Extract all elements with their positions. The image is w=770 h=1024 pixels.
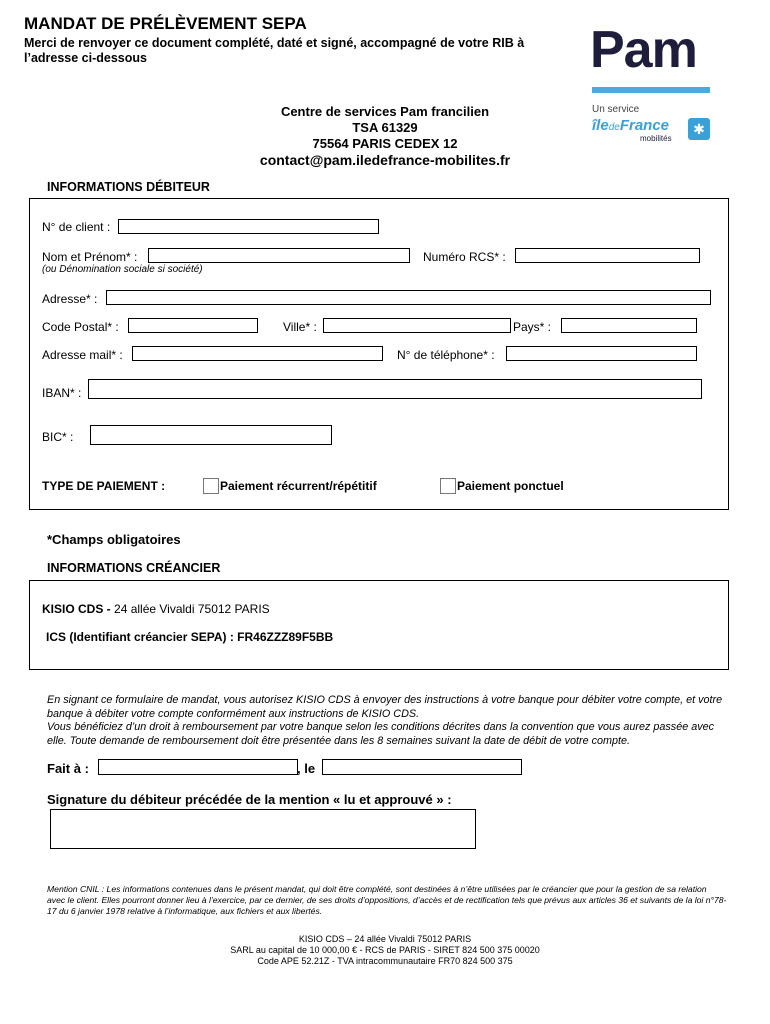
creditor-address: 24 allée Vivaldi 75012 PARIS bbox=[114, 602, 270, 616]
footer-line-3: Code APE 52.21Z - TVA intracommunautaire FR70 824 500 375 bbox=[257, 956, 513, 966]
name-label: Nom et Prénom* : bbox=[42, 250, 138, 264]
recurrent-checkbox[interactable] bbox=[203, 478, 219, 494]
pam-logo: Pam bbox=[590, 21, 697, 79]
cnil-notice: Mention CNIL : Les informations contenues dans le présent mandat, qui doit être complété, sont destinées à n’être utilisées par le créancier que pour la gestion de sa relation avec le client. Elles pourront donner lieu à l’exercice, par ce dernier, de ses droits d’oppositions, d’accès et de rectification tels que prévus aux articles 36 et suivants de la loi n°78-17 du 6 janvier 1978 relative à l’informatique, aux fichiers et aux libertés. bbox=[47, 884, 727, 916]
country-label: Pays* : bbox=[513, 320, 552, 334]
client-number-label: N° de client : bbox=[42, 220, 111, 234]
idf-logo-ile: île bbox=[592, 117, 609, 134]
company-footer bbox=[150, 934, 620, 967]
signature-label: Signature du débiteur précédée de la mention « lu et approuvé » : bbox=[47, 792, 452, 807]
footer-line-2: SARL au capital de 10 000,00 € - RCS de PARIS - SIRET 824 500 375 00020 bbox=[230, 945, 540, 955]
postal-code-label: Code Postal* : bbox=[42, 320, 119, 334]
address-line-3: 75564 PARIS CEDEX 12 bbox=[312, 136, 458, 151]
legal-paragraph-2: Vous bénéficiez d’un droit à remboursement par votre banque selon les conditions décrites dans la convention que vous aurez passée avec elle. Toute demande de remboursement doit être présentée dans les 8 semaines suivant la date de débit de votre compte. bbox=[47, 721, 715, 747]
address-label: Adresse* : bbox=[42, 292, 98, 306]
date-label: , le bbox=[297, 761, 316, 776]
legal-paragraph-1: En signant ce formulaire de mandat, vous autorisez KISIO CDS à envoyer des instructions à votre banque pour débiter votre compte, et votre banque à débiter votre compte conformément aux instructions de KISIO CDS. bbox=[47, 694, 723, 720]
name-input[interactable] bbox=[148, 248, 410, 263]
recurrent-label: Paiement récurrent/répétitif bbox=[220, 479, 377, 493]
signature-box[interactable] bbox=[50, 809, 476, 849]
address-email: contact@pam.iledefrance-mobilites.fr bbox=[259, 152, 511, 168]
email-input[interactable] bbox=[132, 346, 383, 361]
single-payment-checkbox[interactable] bbox=[440, 478, 456, 494]
idf-logo-mobilites: mobilités bbox=[640, 134, 672, 143]
creditor-ics: ICS (Identifiant créancier SEPA) : FR46ZZZ89F5BB bbox=[46, 630, 334, 644]
address-line-2: TSA 61329 bbox=[352, 120, 418, 135]
debtor-section-title: INFORMATIONS DÉBITEUR bbox=[47, 180, 210, 194]
bic-input[interactable] bbox=[90, 425, 332, 445]
address-input[interactable] bbox=[106, 290, 711, 305]
idf-logo-france: France bbox=[619, 117, 670, 134]
email-label: Adresse mail* : bbox=[42, 348, 123, 362]
address-line-1: Centre de services Pam francilien bbox=[280, 104, 490, 119]
legal-text bbox=[47, 694, 727, 748]
single-payment-label: Paiement ponctuel bbox=[457, 479, 564, 493]
iban-label: IBAN* : bbox=[42, 386, 82, 400]
iban-input[interactable] bbox=[88, 379, 702, 399]
name-note: (ou Dénomination sociale si société) bbox=[42, 264, 203, 275]
country-input[interactable] bbox=[561, 318, 697, 333]
client-number-input[interactable] bbox=[118, 219, 379, 234]
fait-a-label: Fait à : bbox=[47, 761, 89, 776]
rcs-label: Numéro RCS* : bbox=[423, 250, 506, 264]
bic-label: BIC* : bbox=[42, 430, 74, 444]
creditor-name bbox=[42, 602, 270, 616]
fait-a-input[interactable] bbox=[98, 759, 298, 775]
city-label: Ville* : bbox=[283, 320, 317, 334]
creditor-box bbox=[29, 580, 729, 670]
logo-service-label: Un service bbox=[592, 104, 640, 115]
idf-logo-de: de bbox=[608, 122, 620, 133]
phone-input[interactable] bbox=[506, 346, 697, 361]
date-input[interactable] bbox=[322, 759, 522, 775]
return-address bbox=[230, 104, 540, 168]
creditor-section-title: INFORMATIONS CRÉANCIER bbox=[47, 561, 221, 575]
rcs-input[interactable] bbox=[515, 248, 700, 263]
footer-line-1: KISIO CDS – 24 allée Vivaldi 75012 PARIS bbox=[298, 934, 472, 944]
payment-type-label: TYPE DE PAIEMENT : bbox=[42, 479, 166, 493]
idf-logo bbox=[592, 117, 669, 134]
page-subtitle: Merci de renvoyer ce document complété, daté et signé, accompagné de votre RIB à l’adresse ci-dessous bbox=[24, 36, 525, 65]
phone-label: N° de téléphone* : bbox=[397, 348, 495, 362]
city-input[interactable] bbox=[323, 318, 511, 333]
creditor-name-bold: KISIO CDS - bbox=[42, 602, 115, 616]
page-title: MANDAT DE PRÉLÈVEMENT SEPA bbox=[24, 14, 307, 33]
postal-code-input[interactable] bbox=[128, 318, 258, 333]
logo-underline bbox=[592, 87, 710, 93]
required-fields-note: *Champs obligatoires bbox=[47, 532, 181, 547]
idf-person-icon: ✱ bbox=[688, 118, 710, 140]
